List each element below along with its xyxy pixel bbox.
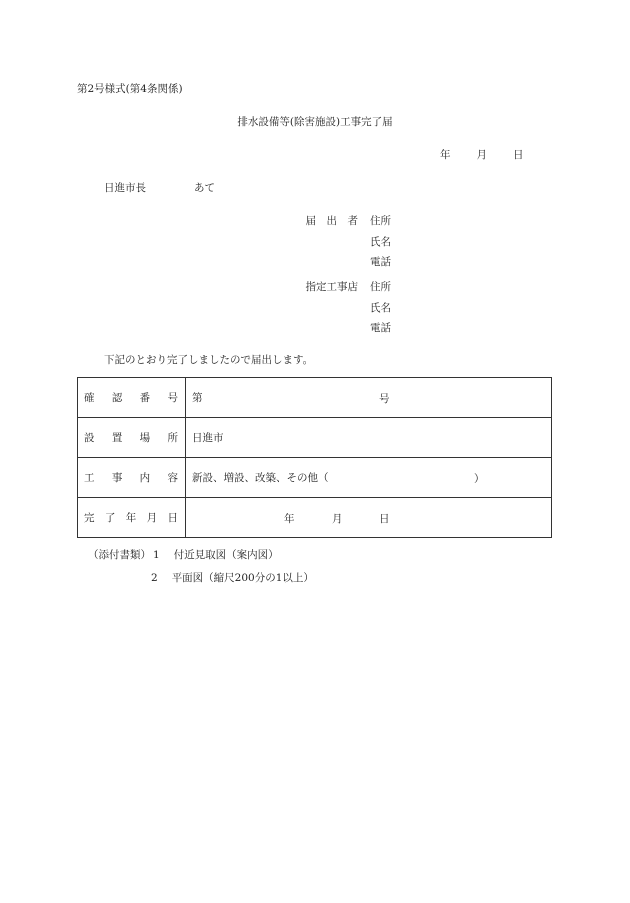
year-label: 年 <box>440 149 451 161</box>
table-row <box>78 458 552 498</box>
notifier-address-label: 住所 <box>370 215 391 227</box>
header-char: 所 <box>167 432 178 444</box>
work-content-options: 新設、増設、改築、その他（ <box>192 472 329 484</box>
notifier-label: 届 出 者 <box>305 215 358 227</box>
submission-date <box>440 148 550 162</box>
contractor-label: 指定工事店 <box>305 281 358 293</box>
header-char: 認 <box>111 392 123 404</box>
confirmation-number-field[interactable] <box>186 378 552 418</box>
completion-table <box>77 377 552 538</box>
attachments-label: （添付書類） <box>88 549 151 561</box>
number-prefix: 第 <box>192 392 203 404</box>
header-char: 置 <box>111 432 123 444</box>
header-char: 了 <box>104 512 116 524</box>
table-row <box>78 498 552 538</box>
addressee-suffix: あて <box>194 182 215 194</box>
confirmation-number-header <box>78 378 186 418</box>
contractor-phone-label: 電話 <box>370 322 391 334</box>
contractor-name-label: 氏名 <box>370 302 391 314</box>
header-char: 日 <box>167 512 178 524</box>
table-row <box>78 418 552 458</box>
header-char: 月 <box>146 512 158 524</box>
completion-date-field[interactable] <box>186 498 552 538</box>
completion-month-label: 月 <box>332 513 343 525</box>
work-content-header <box>78 458 186 498</box>
header-char: 設 <box>84 432 95 444</box>
attachment-2 <box>151 571 314 585</box>
work-content-field[interactable] <box>186 458 552 498</box>
completion-day-label: 日 <box>379 513 390 525</box>
location-prefix: 日進市 <box>192 432 224 444</box>
table-row <box>78 378 552 418</box>
number-suffix: 号 <box>379 393 390 405</box>
form-number: 第2号様式(第4条関係) <box>77 83 183 95</box>
attachment-text: 付近見取図（案内図） <box>173 549 279 561</box>
attachment-number: 1 <box>153 549 160 561</box>
header-char: 確 <box>84 392 95 404</box>
day-label: 日 <box>513 149 524 161</box>
addressee <box>104 181 215 195</box>
attachment-1 <box>88 548 279 562</box>
header-char: 番 <box>139 392 151 404</box>
header-char: 号 <box>167 392 178 404</box>
document-title: 排水設備等(除害施設)工事完了届 <box>237 116 393 128</box>
completion-date-header <box>78 498 186 538</box>
notifier-phone-label: 電話 <box>370 256 391 268</box>
header-char: 場 <box>139 432 151 444</box>
contractor-address-label: 住所 <box>370 281 391 293</box>
addressee-name: 日進市長 <box>104 182 146 194</box>
month-label: 月 <box>476 149 487 161</box>
header-char: 内 <box>139 472 151 484</box>
installation-location-field[interactable] <box>186 418 552 458</box>
header-char: 年 <box>125 512 137 524</box>
attachment-number: 2 <box>151 572 158 584</box>
completion-year-label: 年 <box>284 513 295 525</box>
notifier-name-label: 氏名 <box>370 236 391 248</box>
attachment-text: 平面図（縮尺200分の1以上） <box>171 572 314 584</box>
header-char: 容 <box>167 472 178 484</box>
header-char: 事 <box>111 472 123 484</box>
header-char: 完 <box>84 512 95 524</box>
work-content-close-paren: ） <box>474 473 485 485</box>
statement: 下記のとおり完了しましたので届出します。 <box>104 354 314 366</box>
header-char: 工 <box>84 472 95 484</box>
installation-location-header <box>78 418 186 458</box>
